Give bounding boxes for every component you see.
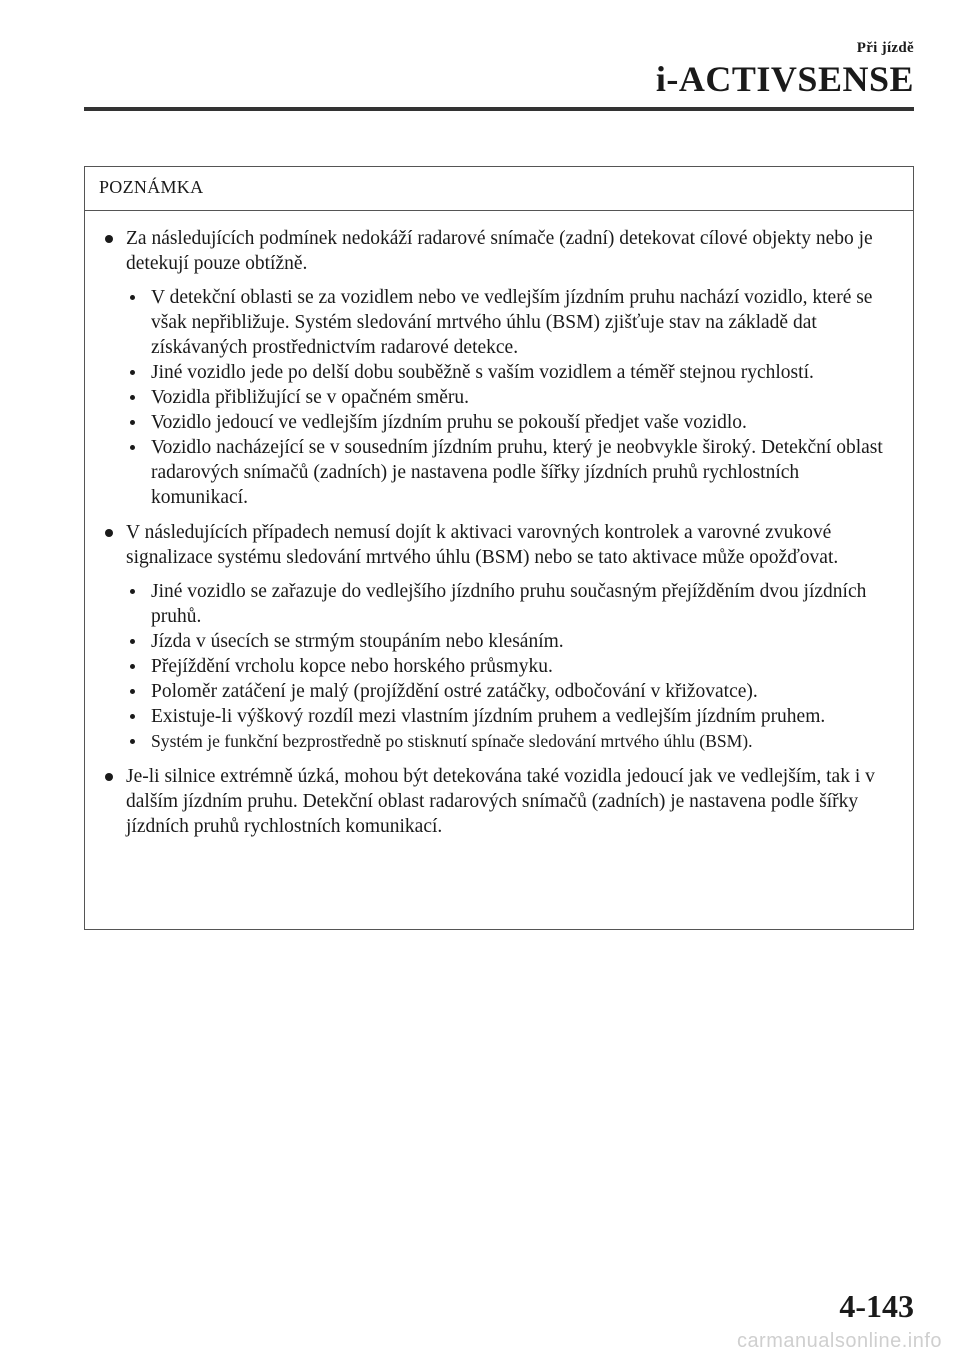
sub-bullet-icon <box>130 639 135 644</box>
note-block-text: Je-li silnice extrémně úzká, mohou být detekována také vozidla jedoucí jak ve vedlejším, tak i v dalším jízdním pruhu. Detekční oblast radarových snímačů (zadních) je nastavena podle šířky jízdních pruhů rychlostních komunikací. <box>126 766 875 837</box>
sub-bullet-icon <box>130 370 135 375</box>
note-block-text: V následujících případech nemusí dojít k aktivaci varovných kontrolek a varovné zvukové signalizace systému sledování mrtvého úhlu (BSM) nebo se tato aktivace může opožďovat. <box>126 522 839 568</box>
list-item: Poloměr zatáčení je malý (projíždění ostré zatáčky, odbočování v křižovatce). <box>126 679 899 704</box>
note-block-1 <box>105 226 899 510</box>
note-body <box>85 211 913 839</box>
sub-bullet-icon <box>130 689 135 694</box>
chapter-title: i-ACTIVSENSE <box>655 59 914 99</box>
list-item: Vozidlo jedoucí ve vedlejším jízdním pruhu se pokouší předjet vaše vozidlo. <box>126 410 899 435</box>
list-item: Systém je funkční bezprostředně po stisknutí spínače sledování mrtvého úhlu (BSM). <box>126 729 899 754</box>
bullet-icon <box>105 235 113 243</box>
note-box <box>84 166 914 930</box>
sub-bullet-icon <box>130 420 135 425</box>
list-item: V detekční oblasti se za vozidlem nebo ve vedlejším jízdním pruhu nachází vozidlo, které se však nepřibližuje. Systém sledování mrtvého úhlu (BSM) zjišťuje stav na základě dat získávaných prostřednictvím radarové detekce. <box>126 285 899 360</box>
sub-list <box>126 579 899 754</box>
sub-bullet-icon <box>130 589 135 594</box>
sub-bullet-icon <box>130 395 135 400</box>
list-item: Přejíždění vrcholu kopce nebo horského průsmyku. <box>126 654 899 679</box>
list-item: Jízda v úsecích se strmým stoupáním nebo klesáním. <box>126 629 899 654</box>
sub-bullet-icon <box>130 295 135 300</box>
page-number: 4-143 <box>839 1288 914 1324</box>
list-item: Existuje-li výškový rozdíl mezi vlastním jízdním pruhem a vedlejším jízdním pruhem. <box>126 704 899 729</box>
sub-bullet-icon <box>130 664 135 669</box>
section-title: Při jízdě <box>856 40 914 56</box>
note-block-3 <box>105 764 899 839</box>
note-block-2 <box>105 520 899 754</box>
note-block-text: Za následujících podmínek nedokáží radarové snímače (zadní) detekovat cílové objekty nebo je detekují pouze obtížně. <box>126 228 873 274</box>
sub-bullet-icon <box>130 739 135 744</box>
list-item: Jiné vozidlo jede po delší dobu souběžně s vaším vozidlem a téměř stejnou rychlostí. <box>126 360 899 385</box>
header-divider <box>84 107 914 111</box>
list-item: Jiné vozidlo se zařazuje do vedlejšího jízdního pruhu současným přejížděním dvou jízdních pruhů. <box>126 579 899 629</box>
bullet-icon <box>105 773 113 781</box>
sub-list <box>126 285 899 510</box>
sub-bullet-icon <box>130 714 135 719</box>
note-title: POZNÁMKA <box>85 167 913 211</box>
bullet-icon <box>105 529 113 537</box>
list-item: Vozidlo nacházející se v sousedním jízdním pruhu, který je neobvykle široký. Detekční oblast radarových snímačů (zadních) je nastavena podle šířky jízdních pruhů rychlostních komunikací. <box>126 435 899 510</box>
list-item: Vozidla přibližující se v opačném směru. <box>126 385 899 410</box>
sub-bullet-icon <box>130 445 135 450</box>
watermark: carmanualsonline.info <box>736 1330 942 1352</box>
